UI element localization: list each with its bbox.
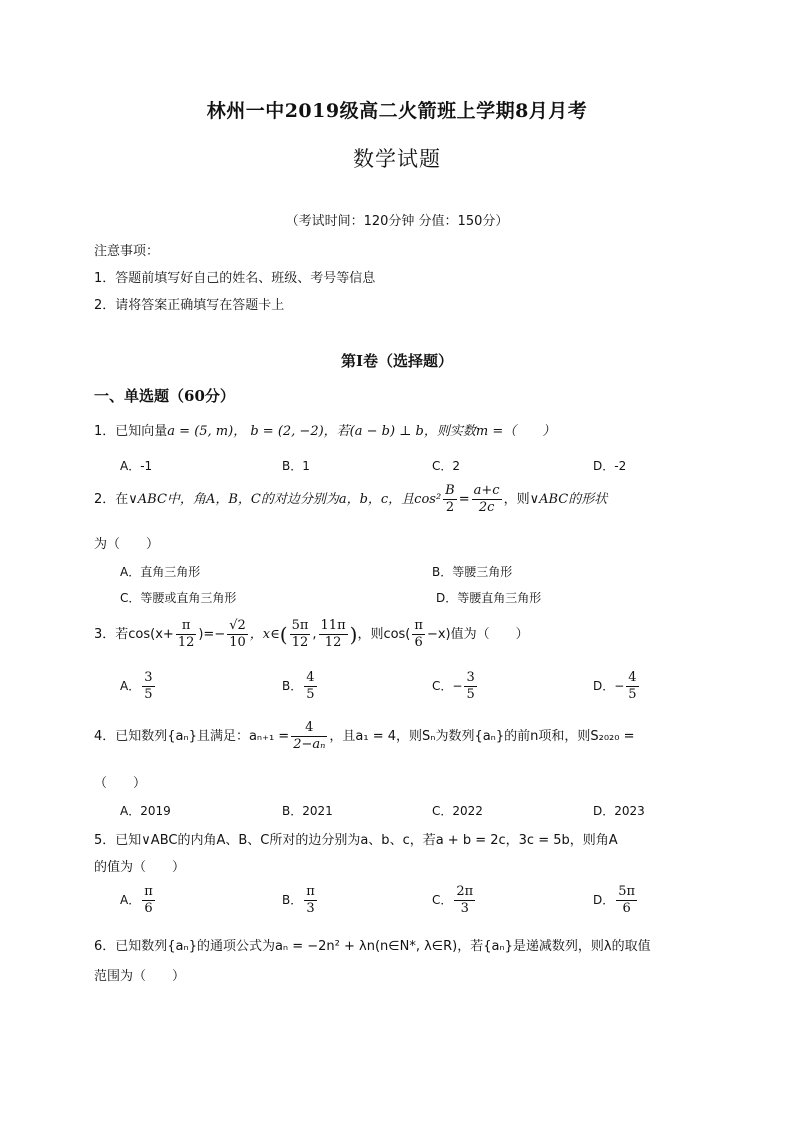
q2-option-a: A．直角三角形 — [120, 565, 201, 579]
exam-info: （考试时间：120分钟 分值：150分） — [285, 214, 509, 229]
triangle-symbol: ∨ — [128, 492, 138, 507]
q4-option-d: D．2023 — [593, 804, 645, 818]
q1-option-b: B．1 — [282, 459, 310, 473]
note-item-1: 1．答题前填写好自己的姓名、班级、考号等信息 — [94, 271, 376, 286]
q1-vec-a: a = (5, m)， — [167, 424, 247, 439]
q3-text-7: ，x∈ — [249, 627, 280, 642]
note-item-2: 2．请将答案正确填写在答题卡上 — [94, 298, 285, 313]
q2-option-c: C．等腰或直角三角形 — [120, 591, 237, 605]
q4-option-a: A．2019 — [120, 804, 171, 818]
question-3: 3．若cos(x+ $\frac{\pi}{12}$ )=− $\frac{√2}{10}$ ，x∈( $\frac{5\pi}{12}$ , $\frac{11\pi}{12}$ )，则cos( $\frac{\pi}{6}$ −x)值为（ ） — [94, 618, 529, 650]
q4-cont: （ ） — [94, 776, 147, 791]
q3-option-b: B． $\frac{4}{5}$ — [282, 670, 315, 702]
triangle-symbol-2: ∨ — [529, 492, 540, 507]
q3-frac-sqrt2: $\frac{√2}{10}$ — [229, 618, 246, 650]
section-title: 第I卷（选择题） — [340, 352, 454, 370]
q2-text-2: ABC中，角 — [137, 492, 206, 507]
q3-option-c: C．− $\frac{3}{5}$ — [432, 670, 475, 702]
q5-option-c: C． $\frac{2\pi}{3}$ — [432, 884, 474, 916]
q2-cont: 为（ ） — [94, 537, 160, 552]
q2-text-10: ，则 — [503, 492, 530, 507]
q3-frac-11pi12: $\frac{11\pi}{12}$ — [320, 618, 346, 650]
question-4 — [94, 720, 635, 753]
q2-text-3: A，B，C的对边分别为 — [205, 492, 339, 507]
q6-cont: 范围为（ ） — [94, 969, 186, 984]
q2-frac-b2: $\frac{B}{2}$ — [445, 483, 455, 515]
triangle-symbol-3: ∨ — [141, 833, 151, 848]
q2-text-4: a，b，c，且cos² — [338, 492, 442, 507]
q1-perp: (a − b) ⊥ b，则实数 — [349, 424, 476, 439]
q3-text-15: −x)值为（ ） — [426, 627, 529, 642]
q3-frac-5pi12: $\frac{5\pi}{12}$ — [291, 618, 309, 650]
q3-text-12: ，则cos( — [357, 627, 411, 642]
q1-vec-b: b = (2, −2)，若 — [250, 424, 350, 439]
question-2 — [94, 483, 607, 516]
q3-paren-open: ( — [279, 622, 288, 647]
q4-text-4: ，且a₁ = 4，则Sₙ为数列{aₙ}的前n项和，则S₂₀₂₀ = — [329, 729, 635, 744]
q3-option-a: A． $\frac{3}{5}$ — [120, 670, 153, 702]
q2-eq: = — [458, 492, 470, 507]
q3-frac-pi12: $\frac{\pi}{12}$ — [177, 618, 195, 650]
q2-option-d: D．等腰直角三角形 — [436, 591, 542, 605]
q3-frac-pi6: $\frac{\pi}{6}$ — [414, 618, 423, 650]
q2-option-b: B．等腰三角形 — [432, 565, 513, 579]
q5-text-2: ABC的内角A、B、C所对的边分别为a、b、c，若a + b = 2c，3c = 5b，则角A — [150, 833, 618, 848]
q5-cont: 的值为（ ） — [94, 860, 186, 875]
q1-prefix: 1．已知向量 — [94, 424, 168, 439]
part-title: 一、单选题（60分） — [94, 387, 235, 405]
question-6: 6．已知数列{aₙ}的通项公式为aₙ = −2n² + λn(n∈N*, λ∈R)，若{aₙ}是递减数列，则λ的取值 — [94, 939, 651, 954]
q2-frac-ac: $\frac{a+c}{2c}$ — [473, 483, 500, 515]
q3-option-d: D．− $\frac{4}{5}$ — [593, 670, 637, 702]
q3-text-1: 3．若cos(x+ — [94, 627, 174, 642]
question-1 — [94, 420, 555, 439]
q2-text-1: 2．在 — [94, 492, 129, 507]
q4-option-b: B．2021 — [282, 804, 333, 818]
q4-text-1: 4．已知数列{aₙ}且满足：aₙ₊₁ = — [94, 729, 290, 744]
q4-frac: $\frac{4}{\text{2−aₙ}}$ — [293, 720, 326, 752]
exam-subtitle: 数学试题 — [353, 147, 441, 171]
q5-option-b: B． $\frac{\pi}{3}$ — [282, 884, 315, 916]
q2-text-11: ABC的形状 — [539, 492, 608, 507]
q1-ask: m =（ ） — [475, 424, 556, 439]
q3-text-4: )=− — [198, 627, 226, 642]
q5-option-a: A． $\frac{\pi}{6}$ — [120, 884, 153, 916]
question-5 — [94, 829, 618, 848]
q1-option-c: C．2 — [432, 459, 461, 473]
q1-option-d: D．-2 — [593, 459, 627, 473]
q5-option-d: D． $\frac{5\pi}{6}$ — [593, 884, 636, 916]
q1-option-a: A．-1 — [120, 459, 153, 473]
q3-paren-close: ) — [349, 622, 358, 647]
notes-heading: 注意事项： — [94, 244, 160, 259]
exam-title: 林州一中2019级高二火箭班上学期8月月考 — [206, 100, 588, 122]
q5-text-1: 5．已知 — [94, 833, 142, 848]
q4-option-c: C．2022 — [432, 804, 483, 818]
